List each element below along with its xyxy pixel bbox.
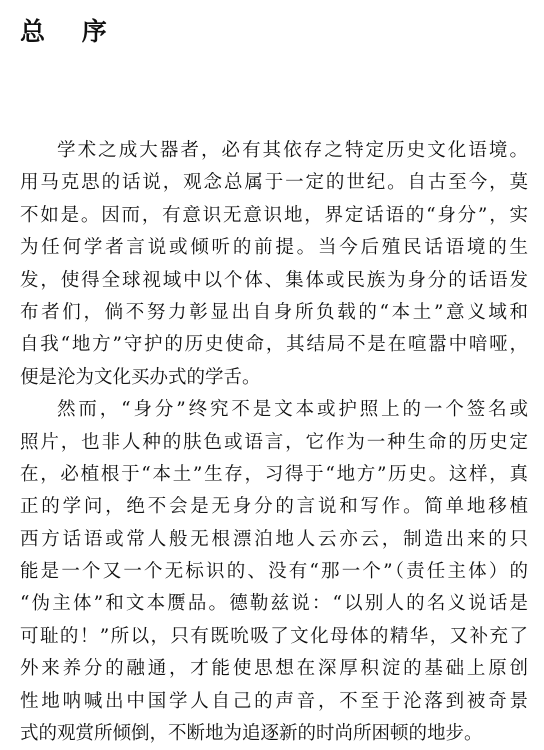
text-line: 式的观赏所倾倒，不断地为追逐新的时尚所困顿的地步。 xyxy=(20,723,483,745)
page-title: 总 序 xyxy=(20,17,121,46)
text-line: 自我“地方”守护的历史使命，其结局不是在喧嚣中喑哑， xyxy=(20,334,528,356)
text-line: 发，使得全球视域中以个体、集体或民族为身分的话语发 xyxy=(20,269,528,291)
text-line: “伪主体”和文本赝品。德勒兹说：“以别人的名义说话是 xyxy=(20,593,528,615)
text-line: 在，必植根于“本土”生存，习得于“地方”历史。这样，真 xyxy=(20,463,528,485)
text-line: 性地呐喊出中国学人自己的声音，不至于沦落到被奇景 xyxy=(20,690,528,712)
text-line: 为任何学者言说或倾听的前提。当今后殖民话语境的生 xyxy=(20,237,528,259)
text-line: 然而，“身分”终究不是文本或护照上的一个签名或 xyxy=(57,399,528,421)
paragraph-1 xyxy=(20,135,528,394)
text-line: 可耻的！”所以，只有既吮吸了文化母体的精华，又补充了 xyxy=(20,625,528,647)
text-line: 西方话语或常人般无根漂泊地人云亦云，制造出来的只 xyxy=(20,528,528,550)
text-line: 布者们，倘不努力彰显出自身所负载的“本土”意义域和 xyxy=(20,301,528,323)
text-line: 正的学问，绝不会是无身分的言说和写作。简单地移植 xyxy=(20,496,528,518)
text-line: 学术之成大器者，必有其依存之特定历史文化语境。 xyxy=(57,140,528,161)
paragraph-2 xyxy=(20,394,528,750)
text-line: 能是一个又一个无标识的、没有“那一个”（责任主体）的 xyxy=(20,561,528,583)
text-line: 照片，也非人种的肤色或语言，它作为一种生命的历史定 xyxy=(20,431,528,453)
text-line: 用马克思的话说，观念总属于一定的世纪。自古至今，莫 xyxy=(20,172,528,194)
text-line: 外来养分的融通，才能使思想在深厚积淀的基础上原创 xyxy=(20,658,528,680)
text-line: 便是沦为文化买办式的学舌。 xyxy=(20,366,261,388)
body-text xyxy=(20,135,528,750)
text-line: 不如是。因而，有意识无意识地，界定话语的“身分”，实 xyxy=(20,204,528,226)
